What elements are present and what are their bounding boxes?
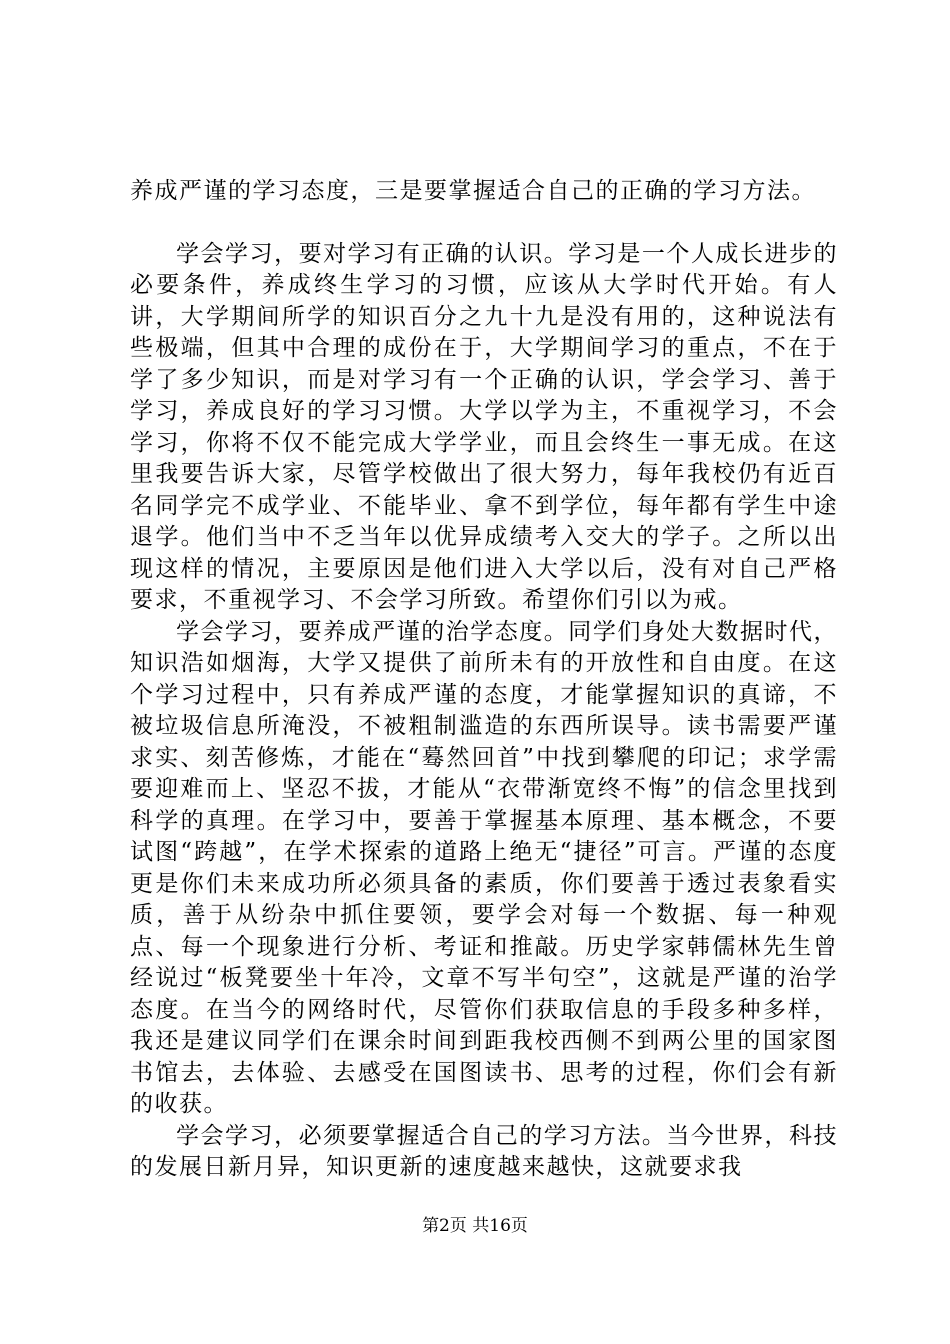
paragraph-rigorous-attitude: 学会学习，要养成严谨的治学态度。同学们身处大数据时代，知识浩如烟海，大学又提供了前所未有的开放性和自由度。在这个学习过程中，只有养成严谨的态度，才能掌握知识的真谛，不被垃圾信息所淹没，不被粗制滥造的东西所误导。读书需要严谨求实、刻苦修炼，才能在“蓦然回首”中找到攀爬的印记；求学需要迎难而上、坚忍不拔，才能从“衣带渐宽终不悔”的信念里找到科学的真理。在学习中，要善于掌握基本原理、基本概念，不要试图“跨越”，在学术探索的道路上绝无“捷径”可言。严谨的态度更是你们未来成功所必须具备的素质，你们要善于透过表象看实质，善于从纷杂中抓住要领，要学会对每一个数据、每一种观点、每一个现象进行分析、考证和推敲。历史学家韩儒林先生曾经说过“板凳要坐十年冷，文章不写半句空”，这就是严谨的治学态度。在当今的网络时代，尽管你们获取信息的手段多种多样，我还是建议同学们在课余时间到距我校西侧不到两公里的国家图书馆去，去体验、去感受在国图读书、思考的过程，你们会有新的收获。 — [130, 618, 838, 1117]
document-body — [130, 176, 838, 1184]
page-number-footer: 第2页 共16页 — [422, 1216, 528, 1236]
paragraph-learning-method: 学会学习，必须要掌握适合自己的学习方法。当今世界，科技的发展日新月异，知识更新的速度越来越快，这就要求我 — [130, 1122, 838, 1180]
paragraph-learning-awareness: 学会学习，要对学习有正确的认识。学习是一个人成长进步的必要条件，养成终生学习的习惯，应该从大学时代开始。有人讲，大学期间所学的知识百分之九十九是没有用的，这种说法有些极端，但其中合理的成份在于，大学期间学习的重点，不在于学了多少知识，而是对学习有一个正确的认识，学会学习、善于学习，养成良好的学习习惯。大学以学为主，不重视学习，不会学习，你将不仅不能完成大学学业，而且会终生一事无成。在这里我要告诉大家，尽管学校做出了很大努力，每年我校仍有近百名同学完不成学业、不能毕业、拿不到学位，每年都有学生中途退学。他们当中不乏当年以优异成绩考入交大的学子。之所以出现这样的情况，主要原因是他们进入大学以后，没有对自己严格要求，不重视学习、不会学习所致。希望你们引以为戒。 — [130, 240, 838, 613]
paragraph-continuation: 养成严谨的学习态度，三是要掌握适合自己的正确的学习方法。 — [130, 178, 816, 204]
